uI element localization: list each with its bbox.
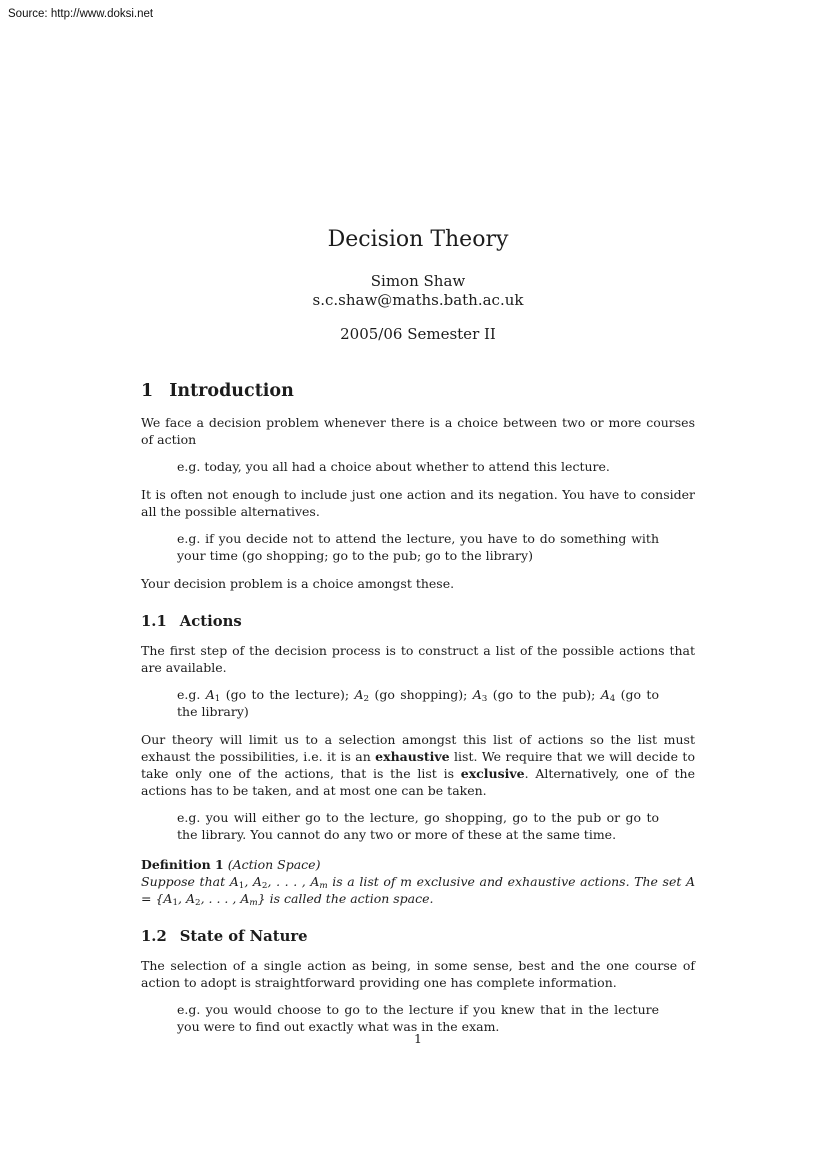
document-body [141,0,695,1035]
section-title: Actions [179,613,242,630]
doc-author: Simon Shaw [370,272,466,290]
paragraph-actions-1: The first step of the decision process is to construct a list of the possible actions that are available. [141,643,695,675]
source-url-label: Source: http://www.doksi.net [8,8,154,20]
definition-body: Suppose that $A_1$, $A_2$, . . . , $A_m$ is a list of m exclusive and exhaustive actions. The set $A = \{A_1$, $A_2$, . . . , $A_m$} is called the action space. [141,874,696,909]
paragraph-intro-2: It is often not enough to include just one action and its negation. You have to consider all the possible alternatives. [141,487,695,519]
paragraph-actions-2: Our theory will limit us to a selection amongst this list of actions so the list must exhaust the possibilities, i.e. it is an exhaustive list. We require that we will decide to take only one of the actions, that is the list is exclusive. Alternatively, one of the actions has to be taken, and at most one can be taken. [141,732,695,798]
example-block-1: e.g. today, you all had a choice about whether to attend this lecture. [177,459,610,474]
section-number: 1 [141,381,154,401]
example-block-5: e.g. you would choose to go to the lecture if you knew that in the lecture you were to find out exactly what was in the exam. [177,1002,659,1034]
title-block [141,226,695,344]
definition-block [141,856,695,907]
paragraph-intro-3: Your decision problem is a choice amongst these. [141,576,455,591]
doc-email: s.c.shaw@maths.bath.ac.uk [312,291,524,309]
example-block-2: e.g. if you decide not to attend the lecture, you have to do something with your time (go shopping; go to the pub; go to the library) [177,531,659,563]
section-number: 1.2 [141,928,167,945]
section-1-2-heading [141,927,695,946]
doc-term: 2005/06 Semester II [340,325,496,343]
paragraph-intro-1: We face a decision problem whenever there is a choice between two or more courses of action [141,415,695,447]
example-block-3: e.g. $A_1$ (go to the lecture); $A_2$ (go shopping); $A_3$ (go to the pub); $A_4$ (go to the library) [177,687,659,719]
example-block-4: e.g. you will either go to the lecture, go shopping, go to the pub or go to the library. You cannot do any two or more of these at the same time. [177,810,659,842]
section-title: State of Nature [179,928,308,945]
section-number: 1.1 [141,613,167,630]
section-1-heading [141,380,695,403]
definition-heading: Definition 1 (Action Space) [141,857,321,872]
doc-title: Decision Theory [327,227,509,252]
section-1-1-heading [141,612,695,631]
page-number: 1 [414,1031,422,1046]
paragraph-nature-1: The selection of a single action as being, in some sense, best and the one course of action to adopt is straightforward providing one has complete information. [141,958,695,990]
section-title: Introduction [169,381,294,401]
